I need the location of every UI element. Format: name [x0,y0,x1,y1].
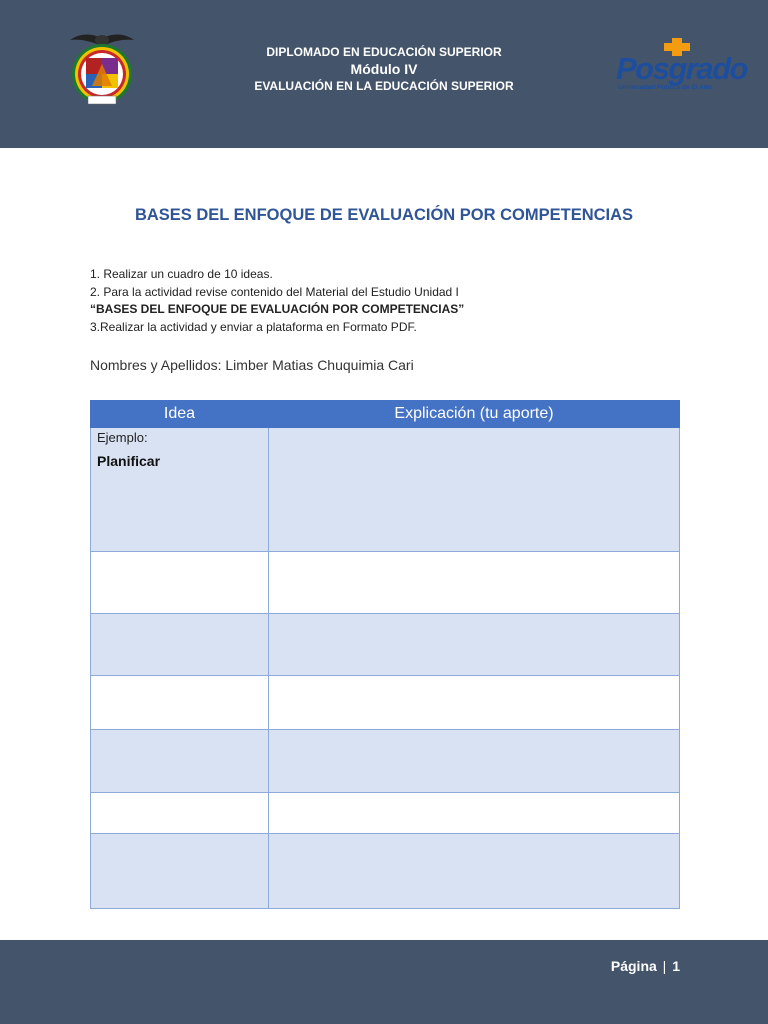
column-header-explanation: Explicación (tu aporte) [269,401,680,428]
student-name: Nombres y Apellidos: Limber Matias Chuquimia Cari [90,357,414,373]
page-number: 1 [672,958,680,974]
table-header-row [91,401,680,428]
column-header-idea: Idea [91,401,269,428]
idea-cell[interactable] [91,730,269,793]
idea-cell-example[interactable] [91,428,269,552]
instruction-3: 3.Realizar la actividad y enviar a plataforma en Formato PDF. [90,319,417,334]
instruction-2-title: “BASES DEL ENFOQUE DE EVALUACIÓN POR COMPETENCIAS” [90,302,465,316]
table-row [91,793,680,834]
page-label: Página [610,958,657,974]
instruction-1: 1. Realizar un cuadro de 10 ideas. [90,267,273,281]
explanation-cell[interactable] [269,552,680,614]
explanation-cell[interactable] [269,730,680,793]
idea-cell[interactable] [91,834,269,909]
idea-cell[interactable] [91,614,269,676]
idea-cell[interactable] [91,793,269,834]
posgrado-logo [612,38,747,100]
ideas-table [90,400,680,909]
table-row [91,614,680,676]
table-row [91,676,680,730]
instructions-block [90,266,464,336]
explanation-cell[interactable] [269,793,680,834]
page-separator: | [662,958,667,974]
explanation-cell[interactable] [269,834,680,909]
page-footer [0,940,768,1024]
instruction-2: 2. Para la actividad revise contenido del Material del Estudio Unidad I [90,284,459,299]
module-title: Módulo IV [350,61,418,77]
idea-cell[interactable] [91,676,269,730]
table-row [91,834,680,909]
document-title: BASES DEL ENFOQUE DE EVALUACIÓN POR COMPETENCIAS [134,206,634,224]
table-row [91,428,680,552]
table-row [91,730,680,793]
page-number-block [611,958,680,974]
table-row [91,552,680,614]
explanation-cell[interactable] [269,676,680,730]
example-label: Ejemplo: [97,430,148,445]
module-subtitle: EVALUACIÓN EN LA EDUCACIÓN SUPERIOR [254,79,514,93]
idea-cell[interactable] [91,552,269,614]
program-title: DIPLOMADO EN EDUCACIÓN SUPERIOR [266,45,502,59]
header-title-block [184,44,584,94]
page-header [0,0,768,148]
explanation-cell[interactable] [269,428,680,552]
example-value: Planificar [97,453,161,469]
explanation-cell[interactable] [269,614,680,676]
university-seal-icon [64,28,140,108]
posgrado-logo-subtitle: Universidad Pública de El Alto [618,84,712,91]
posgrado-logo-word: Posgrado [616,51,747,86]
